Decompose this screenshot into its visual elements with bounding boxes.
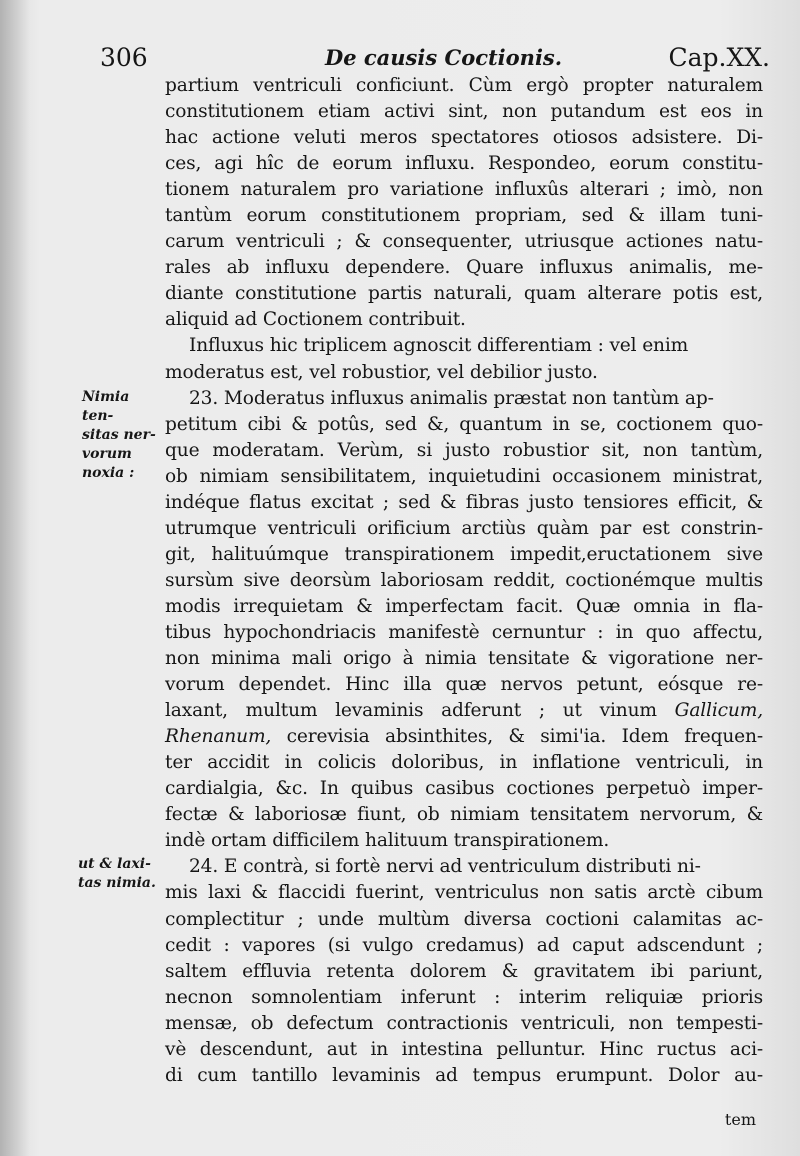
text-line: 23. Moderatus influxus animalis præstat non tantùm ap- [189,387,714,409]
text-line: mis laxi & flaccidi fuerint, ventriculus non satis arctè cibum [165,882,763,904]
text-line: 24. E contrà, si fortè nervi ad ventriculum distributi ni- [189,856,701,878]
text-line: Rhenanum, cerevisia absinthites, & simi'ia. Idem frequen- [165,726,763,748]
text-line: tantùm eorum constitutionem propriam, sed & illam tuni- [165,205,763,227]
text-line: cedit : vapores (si vulgo credamus) ad caput adscendunt ; [165,934,763,956]
text-line: di cum tantillo levaminis ad tempus erumpunt. Dolor au- [165,1064,763,1086]
side-note-line: Nimia ten- [82,389,130,424]
chapter-label: Cap.XX. [668,43,770,72]
text-line: git, halituúmque transpirationem impedit,eructationem sive [165,543,763,565]
text-line: saltem effluvia retenta dolorem & gravitatem ibi pariunt, [165,960,763,982]
text-line: ter accidit in colicis doloribus, in inflatione ventriculi, in [165,752,763,774]
gutter-shadow [0,0,30,1156]
text-line: non minima mali origo à nimia tensitate & vigoratione ner- [165,648,763,670]
text-line: constitutionem etiam activi sint, non putandum est eos in [165,101,763,123]
text-line: laxant, multum levaminis adferunt ; ut vinum Gallicum, [165,700,763,722]
text-line: carum ventriculi ; & consequenter, utriusque actiones natu- [165,231,763,253]
text-line: que moderatam. Verùm, si justo robustior sit, non tantùm, [165,439,763,461]
text-line: cardialgia, &c. In quibus casibus coctiones perpetuò imper- [165,778,763,800]
side-note-line: sitas ner- [82,427,156,443]
side-note-line: tas nimia. [78,875,156,891]
text-line: ob nimiam sensibilitatem, inquietudini occasionem ministrat, [165,465,763,487]
text-line: necnon somnolentiam inferunt : interim reliquiæ prioris [165,986,763,1008]
side-note-line: ut & laxi- [78,856,151,872]
text-line: Influxus hic triplicem agnoscit differentiam : vel enim [189,335,689,357]
text-line: rales ab influxu dependere. Quare influxus animalis, me- [165,257,763,279]
text-line: petitum cibi & potûs, sed &, quantum in se, coctionem quo- [165,413,763,435]
text-line: ces, agi hîc de eorum influxu. Respondeo, eorum constitu- [165,153,763,175]
text-line: modis irrequietam & imperfectam facit. Quæ omnia in fla- [165,595,763,617]
text-line: partium ventriculi conficiunt. Cùm ergò propter naturalem [165,75,763,96]
text-line: hac actione veluti meros spectatores otiosos adsistere. Di- [165,127,763,149]
text-line: tionem naturalem pro variatione influxûs alterari ; imò, non [165,179,763,201]
text-line: diante constitutione partis naturali, quam alterare potis est, [165,283,763,305]
side-note-1 [82,388,160,483]
text-line: tibus hypochondriacis manifestè cernuntur : in quo affectu, [165,621,763,643]
text-line: utrumque ventriculi orificium arctiùs quàm par est constrin- [165,517,763,539]
side-note-line: noxia : [82,465,135,481]
text-line: vorum dependet. Hinc illa quæ nervos petunt, eósque re- [165,674,763,696]
side-note-line: vorum [82,446,132,462]
page-number: 306 [100,43,148,72]
catchword: tem [724,1110,756,1129]
text-line: mensæ, ob defectum contractionis ventriculi, non tempesti- [165,1012,763,1034]
text-line: indéque flatus excitat ; sed & fibras justo tensiores efficit, & [165,491,763,513]
italic-word: Gallicum, [674,700,763,722]
text-line: sursùm sive deorsùm laboriosam reddit, coctionémque multis [165,569,763,591]
text-line: aliquid ad Coctionem contribuit. [165,309,466,331]
italic-word: Rhenanum, [165,726,272,748]
side-note-2 [78,855,156,893]
text-line: moderatus est, vel robustior, vel debilior justo. [165,361,598,383]
text-line: vè descendunt, aut in intestina pelluntur. Hinc ructus aci- [165,1038,763,1060]
body-text [165,73,763,1089]
page-header [100,40,770,76]
text-line: fectæ & laboriosæ fiunt, ob nimiam tensitatem nervorum, & [165,804,763,826]
text-line: indè ortam difficilem halituum transpirationem. [165,830,610,852]
running-title: De causis Coctionis. [325,45,563,70]
text-line: complectitur ; unde multùm diversa coctioni calamitas ac- [165,908,763,930]
